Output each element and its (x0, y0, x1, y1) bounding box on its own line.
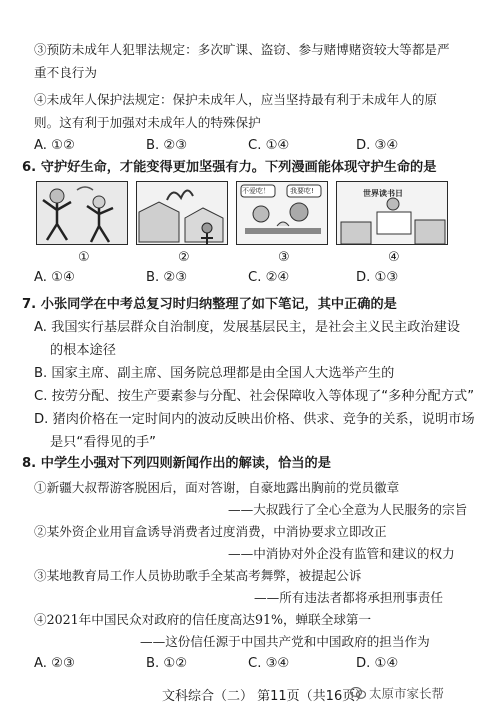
q6-option-c: C. ②④ (248, 270, 290, 285)
watermark-text: 太原市家长帮 (369, 686, 445, 701)
exercise-cartoon-icon (37, 182, 128, 245)
cartoon-panel-2 (136, 181, 228, 245)
q7-option-c: C. 按劳分配、按生产要素参与分配、社会保障收入等体现了“多种分配方式” (34, 389, 475, 404)
q7-option-d-line2: 是只“看得见的手” (50, 435, 156, 450)
q8-news2-reading: ——中消协对外企没有监管和建议的权力 (228, 546, 455, 561)
q5-option-b: B. ②③ (146, 138, 188, 153)
q7-option-a-line1: A. 我国实行基层群众自治制度，发展基层民主，是社会主义民主政治建设 (34, 320, 460, 335)
q8-option-a: A. ②③ (34, 656, 75, 671)
q8-option-b: B. ①② (146, 656, 188, 671)
page-footer: 文科综合（二） 第11页（共16页） (162, 689, 369, 704)
q8-stem: 8. 中学生小强对下列四则新闻作出的解读，恰当的是 (22, 456, 331, 471)
q5-item3-line2: 重不良行为 (34, 65, 97, 80)
watermark (350, 684, 444, 702)
q8-news4: ④2021年中国民众对政府的信任度高达91%，蝉联全球第一 (34, 612, 372, 627)
q6-option-d: D. ①③ (356, 270, 399, 285)
cartoon-panel-4 (336, 181, 448, 245)
q7-option-d-line1: D. 猪肉价格在一定时间内的波动反映出价格、供求、竞争的关系，说明市场 (34, 412, 475, 427)
q5-option-d: D. ③④ (356, 138, 399, 153)
cartoon-panel-3 (236, 181, 328, 245)
caption-1: ① (78, 250, 90, 265)
q8-option-d: D. ①④ (356, 656, 399, 671)
caption-3: ③ (278, 250, 290, 265)
wechat-icon (350, 687, 366, 699)
q5-item3-line1: ③预防未成年人犯罪法规定：多次旷课、盗窃、参与赌博赌资较大等都是严 (34, 42, 450, 57)
panel3-bubble-right: 我要吃! (290, 187, 314, 195)
q5-option-c: C. ①④ (248, 138, 290, 153)
q6-stem: 6. 守护好生命，才能变得更加坚强有力。下列漫画能体现守护生命的是 (22, 160, 437, 175)
q7-option-a-line2: 的根本途径 (50, 343, 116, 358)
q5-item4-line1: ④未成年人保护法规定：保护未成年人，应当坚持最有利于未成年人的原 (34, 92, 437, 107)
q7-option-b: B. 国家主席、副主席、国务院总理都是由全国人大选举产生的 (34, 366, 395, 381)
q6-option-b: B. ②③ (146, 270, 188, 285)
q8-news3-reading: ——所有违法者都将承担刑事责任 (254, 590, 443, 605)
caption-4: ④ (388, 250, 400, 265)
q5-option-a: A. ①② (34, 138, 75, 153)
q7-stem: 7. 小张同学在中考总复习时归纳整理了如下笔记，其中正确的是 (22, 297, 397, 312)
caption-2: ② (178, 250, 190, 265)
q8-news4-reading: ——这份信任源于中国共产党和中国政府的担当作为 (140, 634, 430, 649)
fire-escape-cartoon-icon (137, 182, 228, 245)
q8-option-c: C. ③④ (248, 656, 290, 671)
q8-news2: ②某外资企业用盲盒诱导消费者过度消费，中消协要求立即改正 (34, 524, 387, 539)
q8-news3: ③某地教育局工作人员协助歌手全某高考舞弊，被提起公诉 (34, 568, 362, 583)
q8-news1-reading: ——大叔践行了全心全意为人民服务的宗旨 (228, 502, 468, 517)
panel4-sign: 世界读书日 (363, 189, 403, 198)
q8-news1: ①新疆大叔帮游客脱困后，面对答谢，自豪地露出胸前的党员徽章 (34, 480, 400, 495)
q5-item4-line2: 则。这有利于加强对未成年人的特殊保护 (34, 115, 261, 130)
cartoon-panel-1 (36, 181, 128, 245)
panel3-bubble-left: 不爱吃！ (242, 187, 270, 195)
q6-option-a: A. ①④ (34, 270, 75, 285)
